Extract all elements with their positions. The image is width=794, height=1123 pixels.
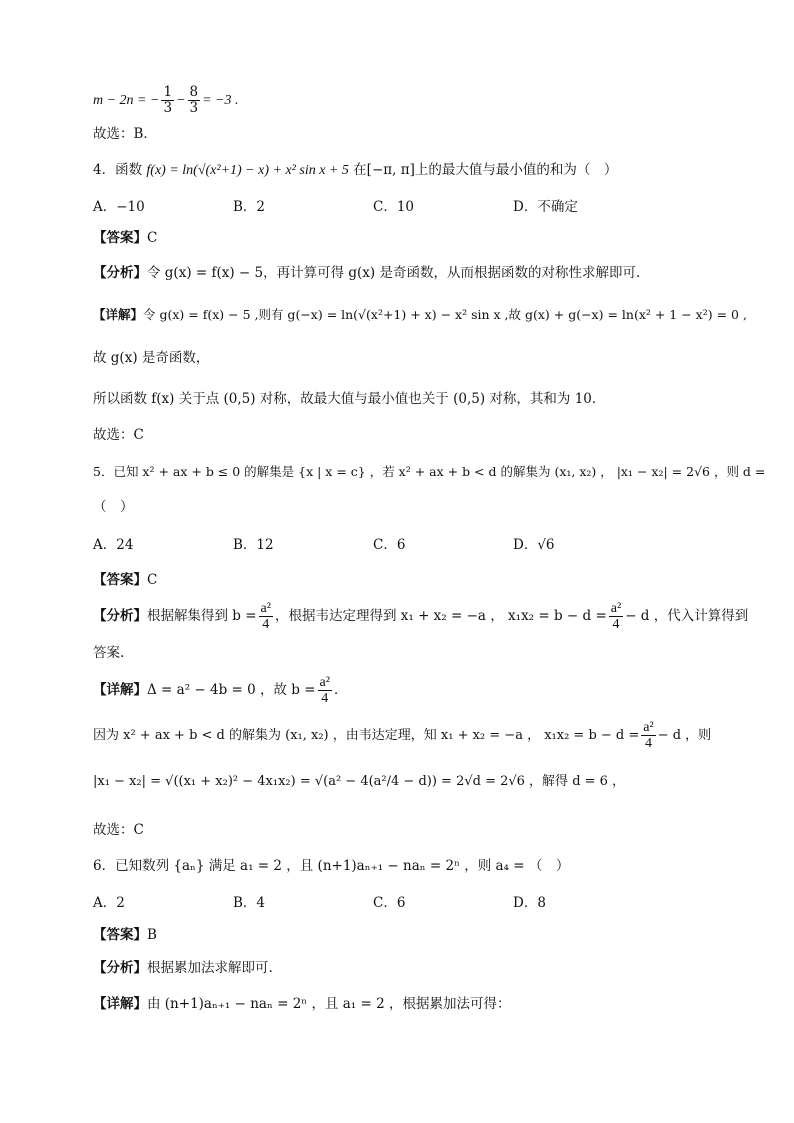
tag: 【详解】 bbox=[93, 307, 144, 322]
tag: 【详解】 bbox=[93, 996, 147, 1012]
q6-options bbox=[93, 893, 653, 913]
fraction: $\frac{8}{3}$ bbox=[189, 84, 199, 116]
q4-options bbox=[93, 197, 653, 217]
option: D．8 bbox=[513, 895, 546, 911]
tag: 【答案】 bbox=[93, 927, 147, 943]
option: A．24 bbox=[93, 537, 134, 553]
q5-detail bbox=[93, 675, 347, 706]
option: B．12 bbox=[233, 537, 274, 553]
detail-text: 令 g(x) = f(x) − 5 ,则有 g(−x) = ln(√(x²+1) + x) − x² sin x ,故 g(x) + g(−x) = ln(x² + 1 − x²) = 0 , bbox=[143, 307, 747, 322]
analysis-text: 根据累加法求解即可. bbox=[147, 960, 273, 976]
answer: C bbox=[147, 572, 158, 588]
q4-answer bbox=[93, 228, 157, 248]
answer: B bbox=[147, 927, 157, 943]
tag: 【答案】 bbox=[93, 572, 147, 588]
fraction: $\frac{\text{a²}}{4}$ bbox=[643, 720, 654, 751]
q4-detail bbox=[93, 305, 747, 325]
q5-answer bbox=[93, 570, 157, 590]
q5-line: |x₁ − x₂| = √((x₁ + x₂)² − 4x₁x₂) = √(a² − 4(a²/4 − d)) = 2√d = 2√6 ，解得 d = 6 ， bbox=[93, 774, 626, 789]
fraction: $\frac{\text{a²}}{4}$ bbox=[260, 601, 271, 632]
equation-line bbox=[93, 85, 239, 116]
q5-paren: （ ） bbox=[93, 499, 134, 515]
fraction: $\frac{1}{3}$ bbox=[163, 84, 173, 116]
detail-text: 因为 x² + ax + b < d 的解集为 (x₁, x₂) ，由韦达定理，知 x₁ + x₂ = −a ， x₁x₂ = b − d = bbox=[93, 728, 640, 743]
q6-detail bbox=[93, 994, 510, 1014]
q4-line: 故 g(x) 是奇函数， bbox=[93, 350, 210, 366]
formula: − bbox=[176, 93, 186, 108]
choose-line: 故选：B． bbox=[93, 126, 157, 142]
formula: = −3 . bbox=[202, 93, 239, 108]
option: D．不确定 bbox=[513, 199, 578, 215]
option: D．√6 bbox=[513, 537, 555, 553]
tag: 【分析】 bbox=[93, 960, 147, 976]
tag: 【分析】 bbox=[93, 608, 147, 624]
option: C．6 bbox=[373, 895, 406, 911]
answer: C bbox=[147, 230, 158, 246]
q5-line bbox=[93, 720, 711, 751]
q5-analysis bbox=[93, 601, 748, 632]
analysis-text: ，根据韦达定理得到 x₁ + x₂ = −a ， x₁x₂ = b − d = bbox=[274, 608, 607, 624]
q5-line: 答案. bbox=[93, 645, 125, 661]
q5-stem: 5．已知 x² + ax + b ≤ 0 的解集是 {x | x = c} ，若 x² + ax + b < d 的解集为 (x₁, x₂) ， |x₁ − x₂| = 2√6 ，则 d = bbox=[93, 464, 766, 479]
q4-analysis bbox=[93, 263, 640, 283]
detail-text: ． bbox=[333, 682, 348, 698]
fraction: $\frac{\text{a²}}{4}$ bbox=[610, 601, 622, 632]
formula: m − 2n = − bbox=[93, 93, 160, 108]
question-number: 4．函数 bbox=[93, 162, 143, 178]
option: A．−10 bbox=[93, 199, 145, 215]
analysis-text: − d ，代入计算得到 bbox=[625, 608, 749, 624]
option: C．6 bbox=[373, 537, 406, 553]
tag: 【分析】 bbox=[93, 265, 147, 281]
analysis-text: 令 g(x) = f(x) − 5，再计算可得 g(x) 是奇函数，从而根据函数的对称性求解即可. bbox=[147, 265, 641, 281]
q4-line: 所以函数 f(x) 关于点 (0,5) 对称，故最大值与最小值也关于 (0,5) 对称，其和为 10． bbox=[93, 391, 606, 407]
tag: 【详解】 bbox=[93, 682, 147, 698]
detail-text: 由 (n+1)aₙ₊₁ − naₙ = 2ⁿ ，且 a₁ = 2 ，根据累加法可得： bbox=[147, 996, 511, 1012]
analysis-text: 根据解集得到 b = bbox=[147, 608, 257, 624]
option: B．4 bbox=[233, 895, 266, 911]
q6-stem: 6．已知数列 {aₙ} 满足 a₁ = 2 ，且 (n+1)aₙ₊₁ − naₙ = 2ⁿ ，则 a₄ = （ ） bbox=[93, 858, 570, 874]
formula: f(x) = ln(√(x²+1) − x) + x² sin x + 5 bbox=[146, 163, 349, 178]
option: B．2 bbox=[233, 199, 266, 215]
q4-stem bbox=[93, 160, 617, 181]
q6-analysis bbox=[93, 958, 273, 978]
tag: 【答案】 bbox=[93, 230, 147, 246]
q5-options bbox=[93, 535, 653, 555]
q6-answer bbox=[93, 925, 157, 945]
option: A．2 bbox=[93, 895, 125, 911]
detail-text: − d ，则 bbox=[657, 728, 712, 743]
question-text: 在[−π, π]上的最大值与最小值的和为（ ） bbox=[353, 162, 618, 178]
q5-choose: 故选：C bbox=[93, 822, 144, 838]
option: C．10 bbox=[373, 199, 415, 215]
q4-choose: 故选：C bbox=[93, 427, 144, 443]
fraction: $\frac{\text{a²}}{4}$ bbox=[319, 675, 330, 706]
detail-text: Δ = a² − 4b = 0 ，故 b = bbox=[147, 682, 316, 698]
